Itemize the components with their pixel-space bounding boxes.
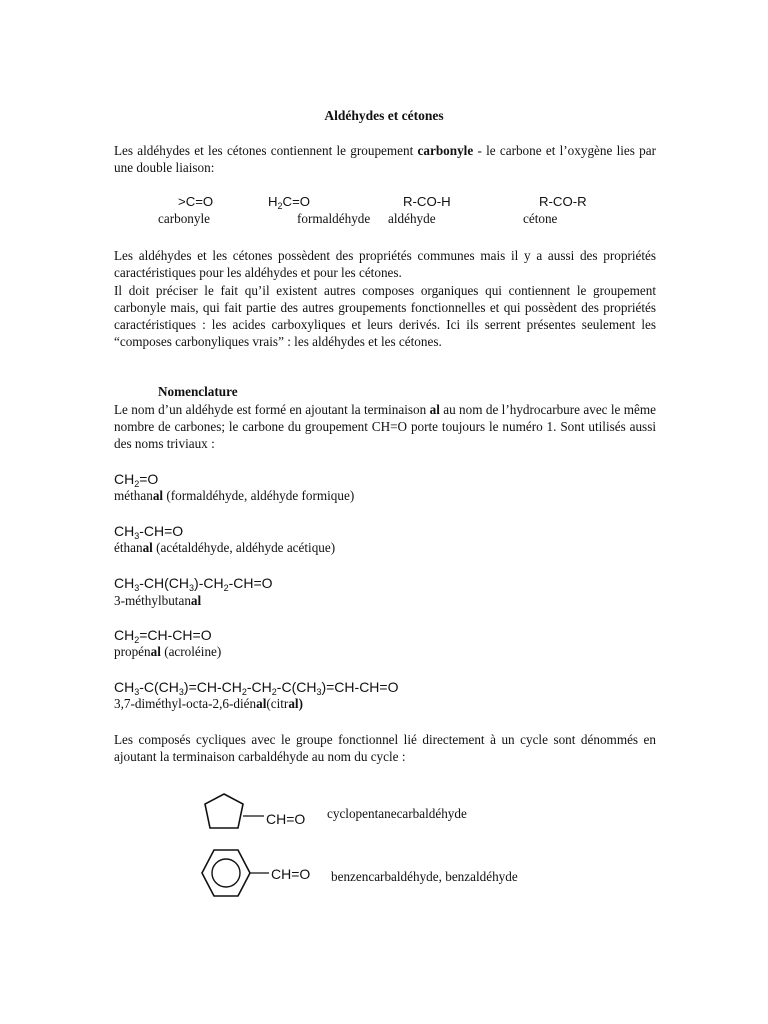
intro-text-2: - le carbone et l’oxygène lies par une double liaison: [114,143,656,175]
compound-name: 3,7-diméthyl-octa-2,6-diénal(citral) [114,696,303,711]
intro-bold-carbonyle: carbonyle [417,143,474,158]
cyclopentane-name: cyclopentanecarbaldéhyde [327,806,467,821]
compound-name: 3-méthylbutanal [114,593,202,608]
compound-name: méthanal (formaldéhyde, aldéhyde formique) [114,488,355,503]
group-formula-aldehyde: R-CO-H [403,194,451,209]
compound-formula: $CH_3-C(CH_3)=CH-CH_2-CH_2-C(CH_3)=CH-CH=O$ [114,679,399,697]
intro-paragraph [114,142,656,176]
group-label-formaldehyde: formaldéhyde [297,211,371,226]
page-title: Aldéhydes et cétones [324,108,444,123]
compound-name: éthanal (acétaldéhyde, aldéhyde acétique) [114,540,336,555]
nomenclature-paragraph: Le nom d’un aldéhyde est formé en ajoutant la terminaison al au nom de l’hydrocarbure avec le même nombre de carbones; le carbone du groupement CH=O porte toujours le numéro 1. Sont utilisés aussi des noms triviaux : [114,402,657,451]
group-label-cetone: cétone [523,211,558,226]
compound-formula: $CH_3-CH(CH_3)-CH_2-CH=O$ [114,575,273,593]
compound-name: propénal (acroléine) [114,644,222,659]
intro-text-1: Les aldéhydes et les cétones contiennent le groupement [114,143,418,158]
group-formula-carbonyle: >C=O [178,194,214,209]
nomenclature-bold-al: al [429,402,440,417]
paragraph-other-compounds: Il doit préciser le fait qu’il existent autres composes organiques qui contiennent le groupement carbonyle mais, qui fait partie des autres groupements fonctionnelles et qui possèdent des propriétés caractéristiques : les acides carboxyliques et leurs derivés. Ici ils serrent présentes seulement les “composes carbonyliques vrais” : les aldéhydes et les cétones. [114,283,656,349]
compound-formula: $CH_3-CH=O$ [114,523,184,541]
cyclopentane-structure [198,788,268,838]
nomenclature-heading: Nomenclature [158,384,238,399]
group-label-carbonyle: carbonyle [158,211,210,226]
group-formula-cetone: R-CO-R [539,194,587,209]
compound-formula: $CH_2=CH-CH=O$ [114,627,212,645]
benzene-structure [196,846,272,902]
cyclopentane-group: CH=O [266,811,306,827]
group-label-aldehyde: aldéhyde [388,211,436,226]
benzene-group: CH=O [271,866,311,882]
benzene-name: benzencarbaldéhyde, benzaldéhyde [331,869,518,884]
paragraph-properties: Les aldéhydes et les cétones possèdent des propriétés communes mais il y a aussi des propriétés caractéristiques pour les aldéhydes et pour les cétones. [114,248,656,280]
cyclic-paragraph: Les composés cycliques avec le groupe fonctionnel lié directement à un cycle sont dénommés en ajoutant la terminaison carbaldéhyde au nom du cycle : [114,732,656,764]
compound-formula: $CH_2=O$ [114,471,159,489]
group-formula-formaldehyde: $H_2C=O$ [268,194,311,211]
